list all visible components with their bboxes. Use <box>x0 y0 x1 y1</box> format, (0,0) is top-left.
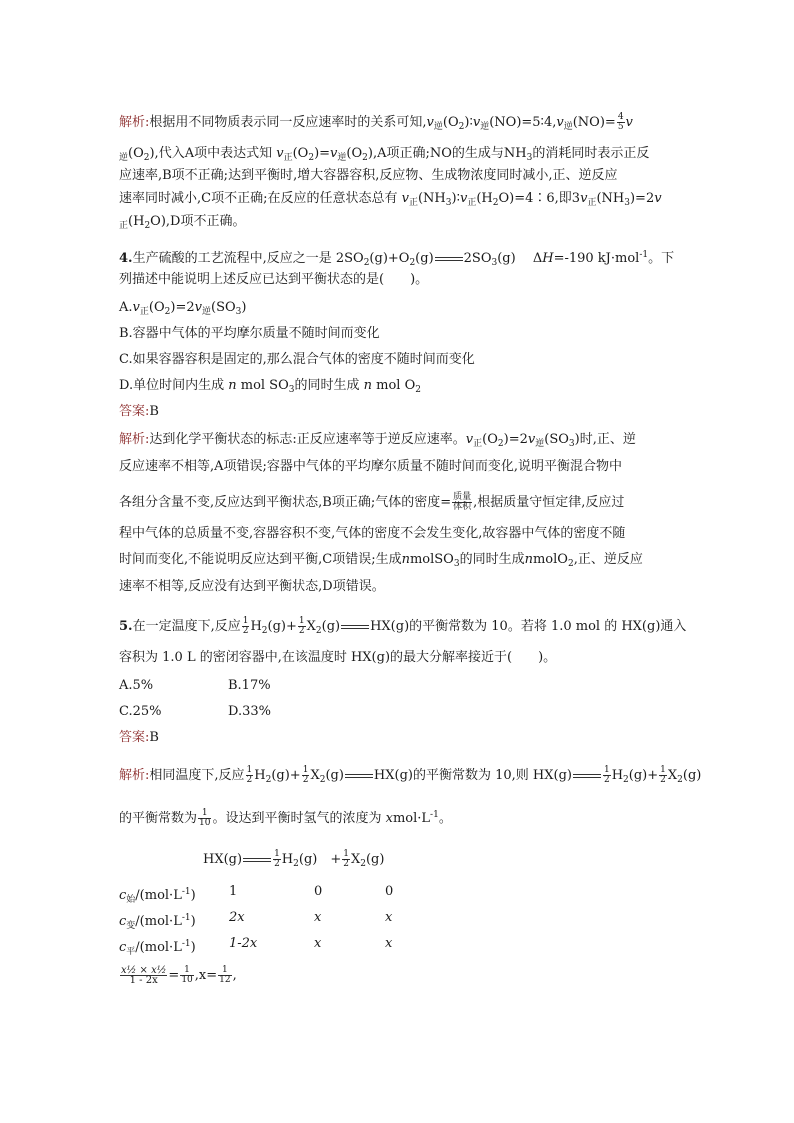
q5-option-b: B.17% <box>228 678 271 693</box>
answer-label: 答案: <box>119 730 150 745</box>
analysis3-line1: 解析:根据用不同物质表示同一反应速率时的关系可知$,v_逆(O_2)∶v_逆(NO)=5∶4,v_逆(NO)=$ $\frac{4}{5}$ v <box>119 112 633 132</box>
q5-answer: 答案:B <box>119 730 159 745</box>
q4-analysis-line4: 程中气体的总质量不变,容器容积不变,气体的密度不会发生变化,故容器中气体的密度不随 <box>119 526 626 541</box>
q5-analysis-line2: 的平衡常数为 $\frac{1}{10}$ 。设达到平衡时氢气的浓度为 $xmol\cdot L^{-1}$。 <box>119 808 452 828</box>
q5-stem-line1: 5.在一定温度下,反应 $\frac{1}{2}$ $H_2(g)+$ $\frac{1}{2}$ $X_2(g)$ HX(g)的平衡常数为 10。若将 1.0 mol 的 HX(g)通入 <box>119 616 687 636</box>
q4-option-c: C.如果容器容积是固定的,那么混合气体的密度不随时间而变化 <box>119 352 475 367</box>
q4-option-b: B.容器中气体的平均摩尔质量不随时间而变化 <box>119 326 380 341</box>
q5-option-a: A.5% <box>119 678 154 693</box>
equilibrium-arrow-icon <box>341 623 369 631</box>
question-number: 4. <box>119 251 133 266</box>
analysis3-line2: $_逆(O_2)$,代入A项中表达式知 $v_正(O_2)=v_逆(O_2),A$项正确;NO的生成与$NH_3$的消耗同时表示正反 <box>119 146 650 163</box>
q4-analysis-line3: 各组分含量不变,反应达到平衡状态,B项正确;气体的密度= $\frac{\text{质量}}{\text{体积}}$ ,根据质量守恒定律,反应过 <box>119 492 625 512</box>
answer-label: 答案: <box>119 404 150 419</box>
fraction: $\frac{1}{10}$ <box>199 808 211 828</box>
fraction: $\frac{4}{5}$ <box>617 112 624 132</box>
q4-analysis-line2: 反应速率不相等,A项错误;容器中气体的平均摩尔质量不随时间而变化,说明平衡混合物中 <box>119 459 623 474</box>
equilibrium-arrow-icon <box>243 856 271 864</box>
q4-answer: 答案:B <box>119 404 159 419</box>
q4-option-d: D.单位时间内生成 n mol $SO_3$的同时生成 n mol $O_2$ <box>119 378 421 395</box>
equilibrium-arrow-icon <box>573 772 601 780</box>
analysis3-line3: 应速率,B项不正确;达到平衡时,增大容器容积,反应物、生成物浓度同时减小,正、逆反应 <box>119 168 618 183</box>
document-page: 解析:根据用不同物质表示同一反应速率时的关系可知$,v_逆(O_2)∶v_逆(NO)=5∶4,v_逆(NO)=$ $\frac{4}{5}$ v $_逆(O_2)$,代入A项中表达式知 $v_正(O_2)=v_逆(O_2),A$项正确;NO的生成与$NH_3$的消耗同时表示正反 应速率,B项不正确;达到平衡时,增大容器容积,反应物、生成物浓度同时减小,正、逆反应 速率同时减小,C项不正确;在反应的任意状态总有 $v_正(NH_3)∶v_正(H_2O)=4∶6$,即$3v_正(NH_3)=2v$ $_正(H_2O),D$项不正确。 4.生产硫酸的工艺流程中,反应之一是 $2SO_2(g)+O_2(g)$ $2SO_3(g)$ ΔH=-190 kJ·mol$^{-1}$。下 列描述中能说明上述反应已达到平衡状态的是( )。 $A.v_正(O_2)=2v_逆(SO_3)$ B.容器中气体的平均摩尔质量不随时间而变化 C.如果容器容积是固定的,那么混合气体的密度不随时间而变化 D.单位时间内生成 n mol $SO_3$的同时生成 n mol $O_2$ 答案:B 解析:达到化学平衡状态的标志:正反应速率等于逆反应速率。$v_正(O_2)=2v_逆(SO_3)$时,正、逆 反应速率不相等,A项错误;容器中气体的平均摩尔质量不随时间而变化,说明平衡混合物中 各组分含量不变,反应达到平衡状态,B项正确;气体的密度= $\frac{\text{质量}}{\text{体积}}$ ,根据质量守恒定律,反应过 程中气体的总质量不变,容器容积不变,气体的密度不会发生变化,故容器中气体的密度不随 时间而变化,不能说明反应达到平衡,C项错误;生成nmolSO$_3$的同时生成nmolO$_2$,正、逆反应 速率不相等,反应没有达到平衡状态,D项错误。 5.在一定温度下,反应 $\frac{1}{2}$ $H_2(g)+$ $\frac{1}{2}$ $X_2(g)$ HX(g)的平衡常数为 10。若将 1.0 mol 的 HX(g)通入 容积为 1.0 L 的密闭容器中,在该温度时 HX(g)的最大分解率接近于( )。 A.5% B.17% C.25% D.33% 答案:B 解析:相同温度下,反应 $\frac{1}{2}$ $H_2(g)+$ $\frac{1}{2}$ $X_2(g)$ HX(g)的平衡常数为 10,则 HX(g) $\frac{1}{2}$ $H_2(g)+$ $\frac{1}{2}$ $X_2(g)$ 的平衡常数为 $\frac{1}{10}$ 。设达到平衡时氢气的浓度为 $xmol\cdot L^{-1}$。 HX(g) $\frac{1}{2}$ $H_2(g)$ + $\frac{1}{2}$ $X_2(g)$ $c_始/(mol\cdot L^{-1})$ 1 0 0 $c_变/(mol\cdot L^{-1})$ 2x x x $c_平/(mol\cdot L^{-1})$ 1-2x x x $\frac{\text{x½ × x½}}{1 - 2x}$ = $\frac{1}{10}$ ,x= $\frac{1}{12}$ , <box>119 112 702 986</box>
q5-option-c: C.25% <box>119 704 162 719</box>
fraction: $\frac{1}{2}$ <box>660 765 666 785</box>
q5-stem-line2: 容积为 1.0 L 的密闭容器中,在该温度时 HX(g)的最大分解率接近于( )。 <box>119 650 557 665</box>
q4-analysis-line5: 时间而变化,不能说明反应达到平衡,C项错误;生成nmolSO$_3$的同时生成nmolO$_2$,正、逆反应 <box>119 552 643 569</box>
fraction: $\frac{1}{2}$ <box>274 849 280 869</box>
fraction: $\frac{1}{2}$ <box>343 849 349 869</box>
analysis3-line5: $_正(H_2O),D$项不正确。 <box>119 214 246 231</box>
analysis-label: 解析: <box>119 768 150 783</box>
fraction: $\frac{1}{2}$ <box>246 765 253 785</box>
question-number: 5. <box>119 619 133 634</box>
fraction: $\frac{\text{x½ × x½}}{1 - 2x}$ <box>121 965 167 986</box>
q4-stem-line1: 4.生产硫酸的工艺流程中,反应之一是 $2SO_2(g)+O_2(g)$ $2SO_3(g)$ ΔH=-190 kJ·mol$^{-1}$。下 <box>119 250 675 268</box>
q4-option-a: $A.v_正(O_2)=2v_逆(SO_3)$ <box>119 300 247 317</box>
fraction: $\frac{\text{质量}}{\text{体积}}$ <box>453 492 472 512</box>
table-header: HX(g) $\frac{1}{2}$ $H_2(g)$ + $\frac{1}{2}$ $X_2(g)$ <box>203 849 385 869</box>
fraction: $\frac{1}{2}$ <box>242 616 249 636</box>
fraction: $\frac{1}{2}$ <box>302 765 309 785</box>
analysis3-line4: 速率同时减小,C项不正确;在反应的任意状态总有 $v_正(NH_3)∶v_正(H_2O)=4∶6$,即$3v_正(NH_3)=2v$ <box>119 191 662 208</box>
fraction: $\frac{1}{2}$ <box>603 765 610 785</box>
q5-analysis-line1: 解析:相同温度下,反应 $\frac{1}{2}$ $H_2(g)+$ $\frac{1}{2}$ $X_2(g)$ HX(g)的平衡常数为 10,则 HX(g) $\frac{1}{2}$ $H_2(g)+$ $\frac{1}{2}$ $X_2(g)$ <box>119 765 702 785</box>
q4-stem-line2: 列描述中能说明上述反应已达到平衡状态的是( )。 <box>119 272 429 287</box>
fraction: $\frac{1}{12}$ <box>219 965 231 985</box>
q5-option-d: D.33% <box>228 704 271 719</box>
analysis-label: 解析: <box>119 115 150 130</box>
fraction: $\frac{1}{10}$ <box>181 965 193 985</box>
final-equation: $\frac{\text{x½ × x½}}{1 - 2x}$ = $\frac{1}{10}$ ,x= $\frac{1}{12}$ , <box>121 965 237 986</box>
equilibrium-arrow-icon <box>345 772 373 780</box>
fraction: $\frac{1}{2}$ <box>298 616 305 636</box>
equilibrium-arrow-icon <box>435 255 463 263</box>
q4-analysis-line6: 速率不相等,反应没有达到平衡状态,D项错误。 <box>119 579 385 594</box>
analysis-label: 解析: <box>119 432 150 447</box>
q4-analysis-line1: 解析:达到化学平衡状态的标志:正反应速率等于逆反应速率。$v_正(O_2)=2v_逆(SO_3)$时,正、逆 <box>119 432 636 449</box>
